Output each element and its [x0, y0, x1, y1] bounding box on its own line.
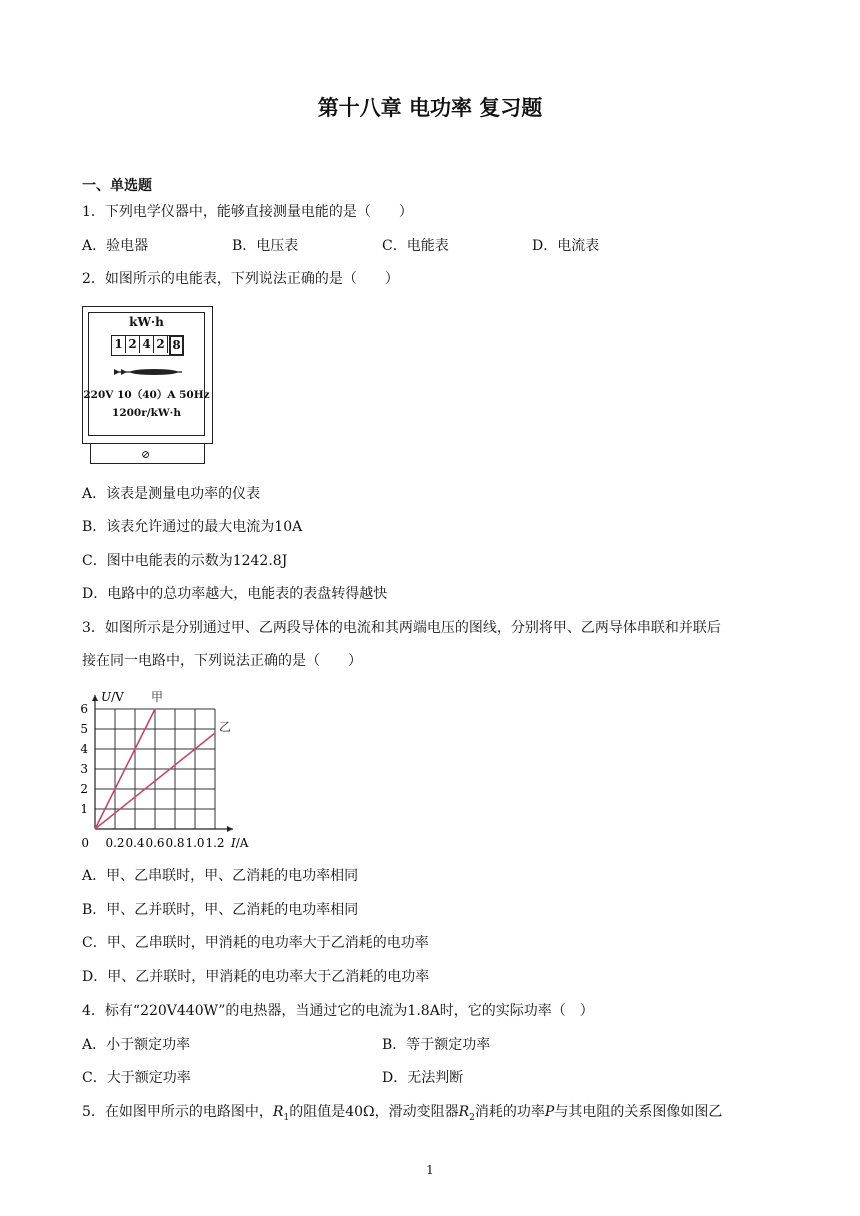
- q2-option-a: A．该表是测量电功率的仪表: [82, 486, 261, 502]
- meter-rating: 220V 10（40）A 50Hz: [83, 389, 210, 401]
- u-i-graph: [78, 686, 268, 854]
- series-label: 甲: [151, 690, 164, 704]
- y-tick-label: 3: [80, 762, 88, 776]
- page-title: 第十八章 电功率 复习题: [317, 96, 543, 120]
- meter-constant: 1200r/kW·h: [112, 407, 181, 419]
- q1-option-b: B．电压表: [232, 238, 299, 254]
- x-tick-label: 0.8: [165, 836, 185, 850]
- question-3-stem-line1: 3．如图所示是分别通过甲、乙两段导体的电流和其两端电压的图线，分别将甲、乙两导体串联和并联后: [82, 620, 721, 636]
- y-axis-label: U/V: [101, 690, 124, 704]
- y-tick-label: 2: [80, 782, 88, 796]
- x-tick-label: 1.2: [205, 836, 225, 850]
- meter-digit-decimal: 8: [169, 335, 184, 356]
- series-label: 乙: [219, 720, 232, 734]
- page-number: 1: [426, 1163, 434, 1177]
- electric-meter-figure: [82, 306, 213, 464]
- chart-grid: [95, 709, 215, 829]
- meter-digit: 2: [154, 336, 168, 353]
- meter-digit: 4: [140, 336, 154, 353]
- q1-option-d: D．电流表: [532, 238, 600, 254]
- q1-option-a: A．验电器: [82, 238, 149, 254]
- y-axis-arrow: [92, 695, 98, 701]
- x-tick-label: 0.2: [105, 836, 125, 850]
- x-tick-label: 0.4: [125, 836, 145, 850]
- origin-label: 0: [81, 836, 89, 850]
- question-4-stem: 4．标有“220V440W”的电热器，当通过它的电流为1.8A时，它的实际功率（ ）: [82, 1003, 594, 1019]
- meter-disc-icon: [112, 367, 184, 377]
- q4-option-a: A．小于额定功率: [82, 1037, 191, 1053]
- question-1-stem: 1．下列电学仪器中，能够直接测量电能的是（ ）: [82, 204, 413, 220]
- q2-option-b: B．该表允许通过的最大电流为10A: [82, 519, 303, 535]
- meter-digit: 1: [112, 336, 126, 353]
- y-tick-label: 5: [80, 722, 88, 736]
- q3-option-d: D．甲、乙并联时，甲消耗的电功率大于乙消耗的电功率: [82, 969, 430, 985]
- y-tick-label: 4: [80, 742, 88, 756]
- q1-option-c: C．电能表: [382, 238, 449, 254]
- x-axis-label: I/A: [231, 836, 249, 850]
- x-axis-arrow: [227, 826, 233, 832]
- y-tick-label: 1: [80, 802, 88, 816]
- q3-option-c: C．甲、乙串联时，甲消耗的电功率大于乙消耗的电功率: [82, 935, 429, 951]
- chart-tick-labels: [80, 702, 224, 850]
- question-3-stem-line2: 接在同一电路中，下列说法正确的是（ ）: [82, 653, 362, 669]
- q2-option-d: D．电路中的总功率越大，电能表的表盘转得越快: [82, 586, 388, 602]
- question-2-stem: 2．如图所示的电能表，下列说法正确的是（ ）: [82, 271, 399, 287]
- meter-knob-icon: ⊘: [141, 448, 151, 461]
- q3-option-b: B．甲、乙并联时，甲、乙消耗的电功率相同: [82, 902, 359, 918]
- x-tick-label: 1.0: [185, 836, 205, 850]
- q3-option-a: A．甲、乙串联时，甲、乙消耗的电功率相同: [82, 868, 359, 884]
- x-tick-label: 0.6: [145, 836, 165, 850]
- chart-axes: [92, 695, 233, 832]
- q4-option-c: C．大于额定功率: [82, 1070, 191, 1086]
- q4-option-b: B．等于额定功率: [382, 1037, 491, 1053]
- q4-option-d: D．无法判断: [382, 1070, 464, 1086]
- meter-unit-label: kW·h: [129, 315, 164, 329]
- meter-digit: 2: [126, 336, 140, 353]
- y-tick-label: 6: [80, 702, 88, 716]
- meter-digits: [111, 335, 184, 356]
- question-5-stem: 5．在如图甲所示的电路图中，$R_1$的阻值是40Ω，滑动变阻器$R_2$消耗的功率P与其电阻的关系图像如图乙: [82, 1104, 723, 1123]
- section-heading: 一、单选题: [82, 178, 152, 194]
- q2-option-c: C．图中电能表的示数为1242.8J: [82, 553, 288, 569]
